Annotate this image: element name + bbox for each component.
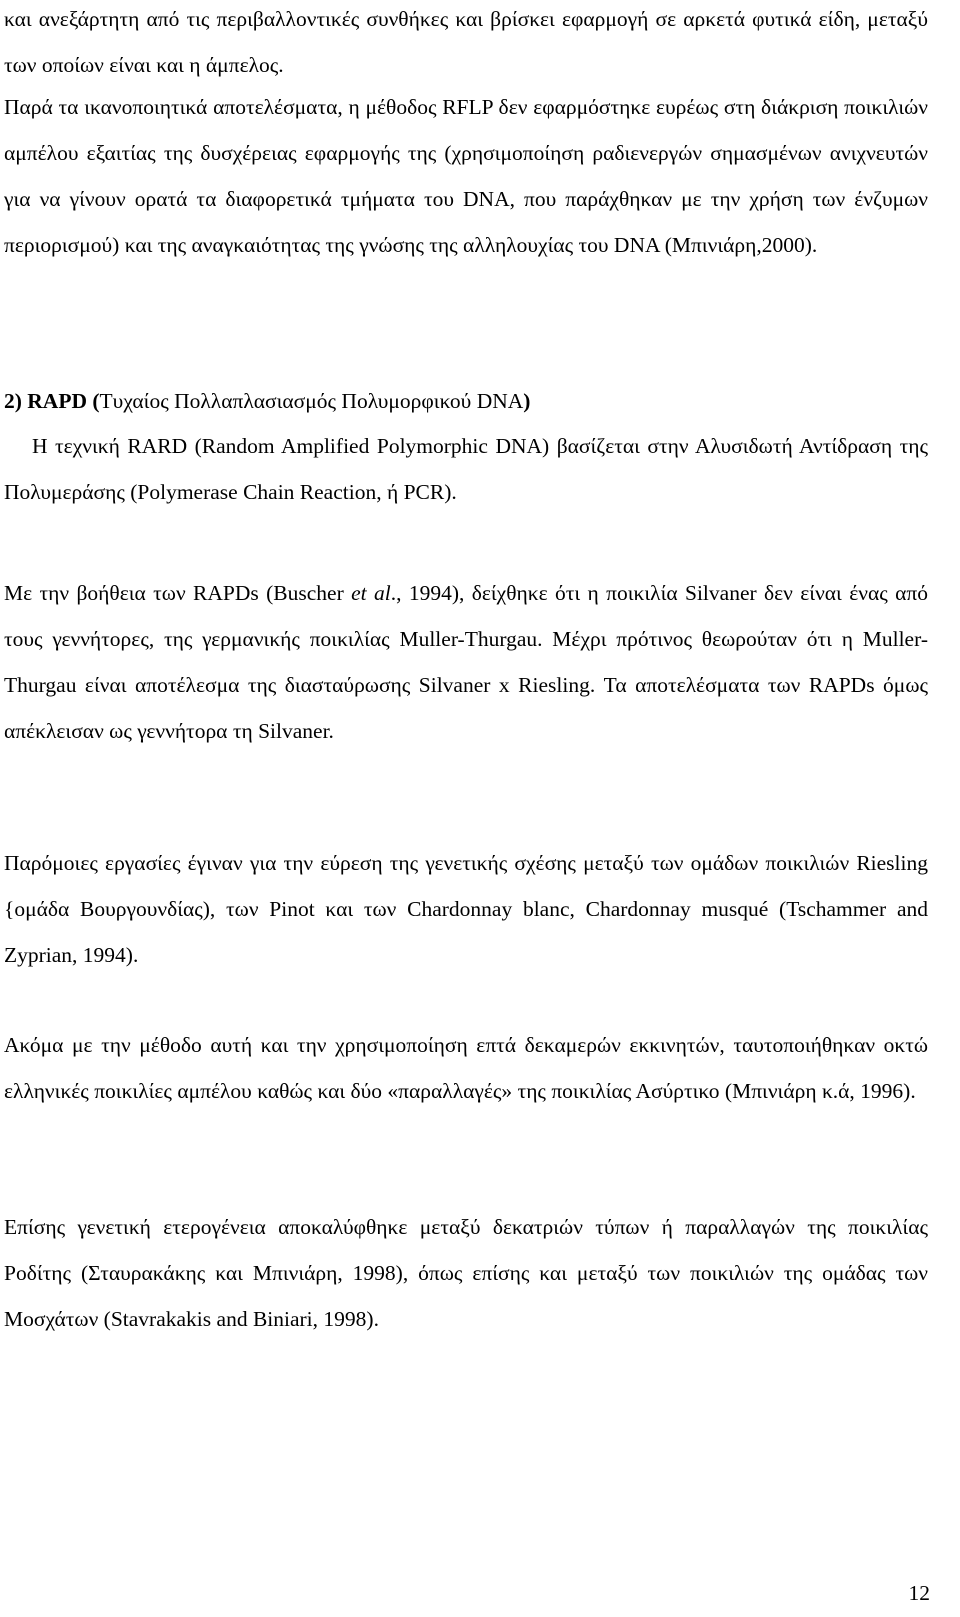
paragraph-continuation: και ανεξάρτητη από τις περιβαλλοντικές συνθήκες και βρίσκει εφαρμογή σε αρκετά φυτικά είδη, μεταξύ των οποίων είναι και η άμπελος. (4, 7, 928, 77)
p4-text-after: ., 1994), δείχθηκε ότι η ποικιλία Silvaner δεν είναι ένας από τους γεννήτορες, της γερμανικής ποικιλίας Muller-Thurgau. Μέχρι πρότινος θεωρούταν ότι η Muller-Thurgau είναι αποτέλεσμα της διασταύρωσης Silvaner x Riesling. Τα αποτελέσματα των RAPDs όμως απέκλεισαν ως γεννήτορα τη Silvaner. (4, 581, 928, 743)
paragraph-roditis: Επίσης γενετική ετερογένεια αποκαλύφθηκε μεταξύ δεκατριών τύπων ή παραλλαγών της ποικιλίας Ροδίτης (Σταυρακάκης και Μπινιάρη, 1998), όπως επίσης και μεταξύ των ποικιλιών της ομάδας των Μοσχάτων (Stavrakakis and Biniari, 1998). (4, 1215, 928, 1331)
heading-title: Τυχαίος Πολλαπλασιασμός Πολυμορφικού DNA (99, 389, 524, 413)
page-number: 12 (908, 1581, 930, 1605)
paragraph-silvaner (4, 570, 928, 754)
heading-close: ) (523, 389, 531, 413)
paragraph-rflp-limitations: Παρά τα ικανοποιητικά αποτελέσματα, η μέθοδος RFLP δεν εφαρμόστηκε ευρέως στη διάκριση ποικιλιών αμπέλου εξαιτίας της δυσχέρειας εφαρμογής της (χρησιμοποίηση ραδιενεργών σημασμένων ανιχνευτών για να γίνουν ορατά τα διαφορετικά τμήματα του DNA, που παράχθηκαν με την χρήση των ένζυμων περιορισμού) και της αναγκαιότητας της γνώσης της αλληλουχίας του DNA (Μπινιάρη,2000). (4, 95, 928, 257)
p4-italic: et al (351, 581, 391, 605)
paragraph-riesling-groups: Παρόμοιες εργασίες έγιναν για την εύρεση της γενετικής σχέσης μεταξύ των ομάδων ποικιλιών Riesling {ομάδα Βουργουνδίας), των Pinot και των Chardonnay blanc, Chardonnay musqué (Tschammer and Zyprian, 1994). (4, 851, 928, 967)
heading-number: 2) RAPD ( (4, 389, 100, 413)
p4-text-before: Με την βοήθεια των RAPDs (Buscher (4, 581, 352, 605)
section-heading-rapd (4, 378, 928, 424)
paragraph-greek-varieties: Ακόμα με την μέθοδο αυτή και την χρησιμοποίηση επτά δεκαμερών εκκινητών, ταυτοποιήθηκαν οκτώ ελληνικές ποικιλίες αμπέλου καθώς και δύο «παραλλαγές» της ποικιλίας Ασύρτικο (Μπινιάρη κ.ά, 1996). (4, 1033, 928, 1103)
paragraph-rapd-definition: Η τεχνική RARD (Random Amplified Polymorphic DNA) βασίζεται στην Αλυσιδωτή Αντίδραση της Πολυμεράσης (Polymerase Chain Reaction, ή PCR). (4, 434, 928, 504)
